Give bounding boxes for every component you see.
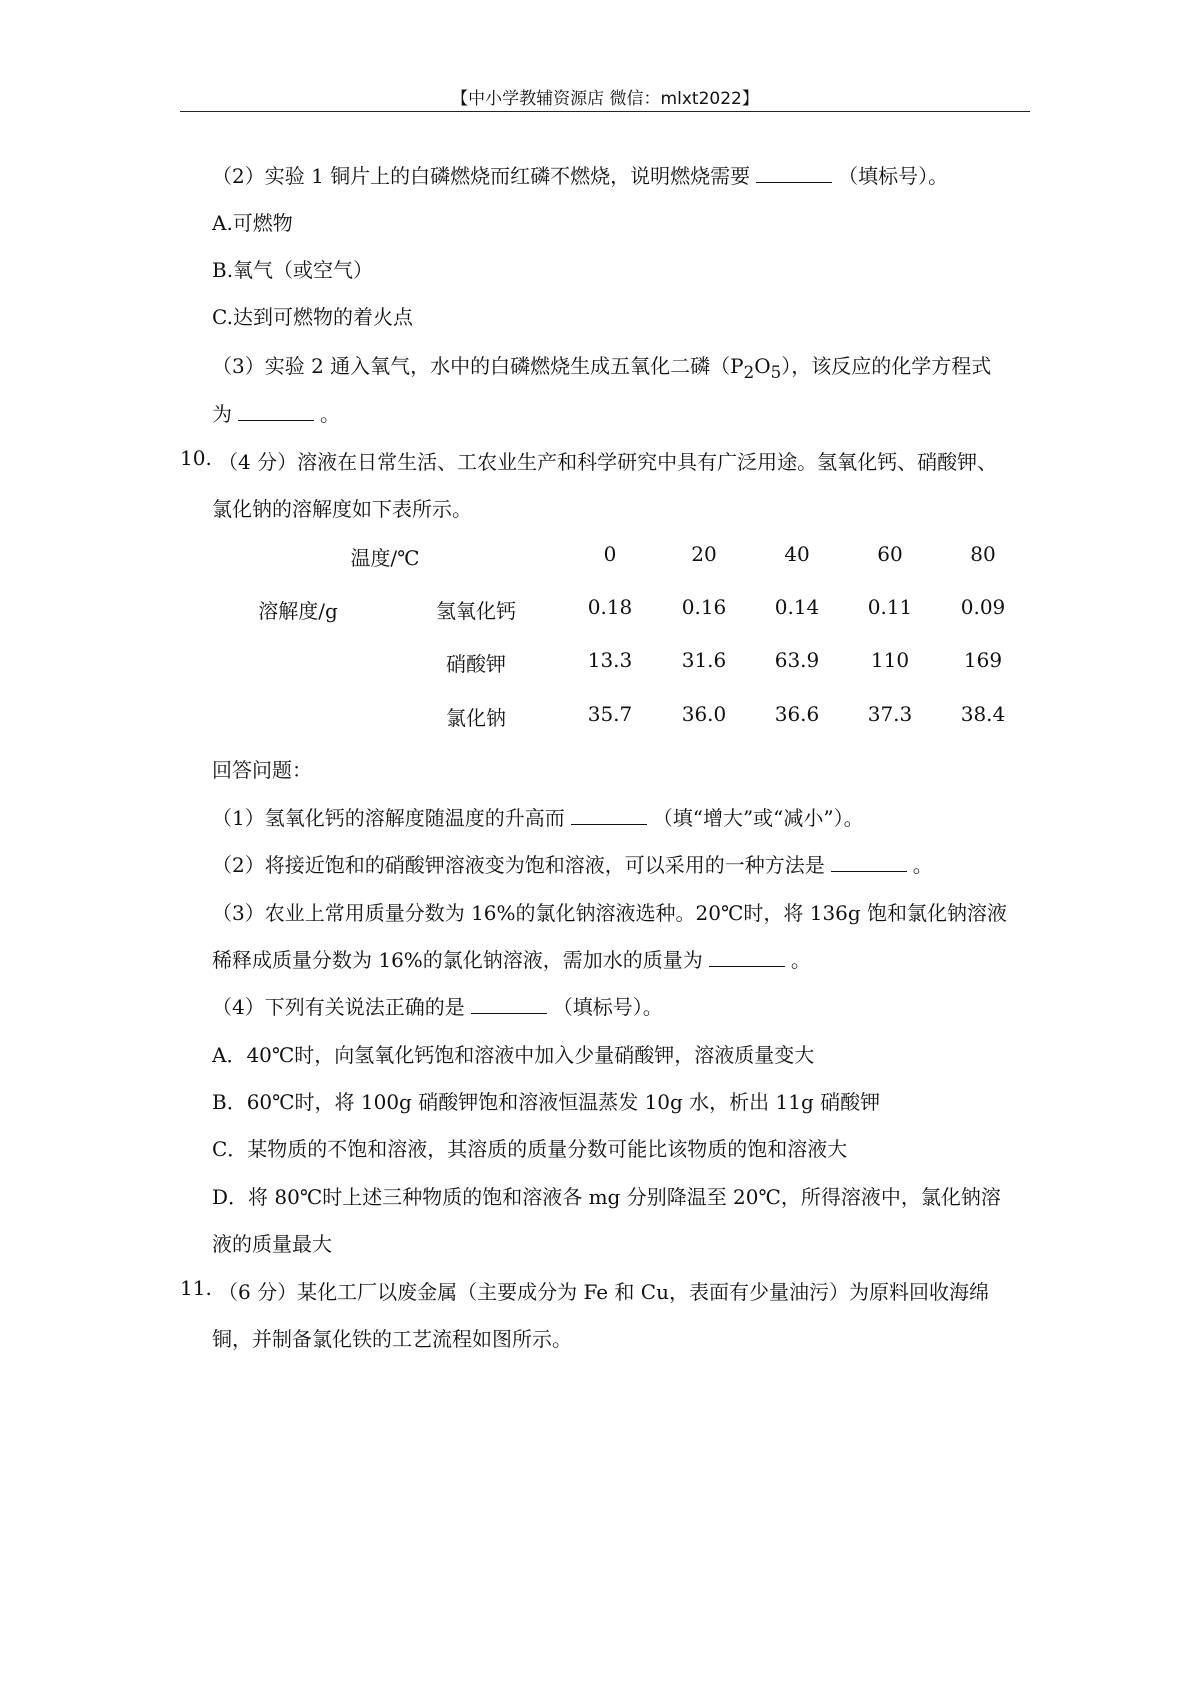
page-header: 【中小学教辅资源店 微信：mlxt2022】 xyxy=(451,89,759,109)
row-name: 氯化钠 xyxy=(446,706,506,730)
q9-option-c: C.达到可燃物的着火点 xyxy=(212,305,413,329)
q11-line2: 铜，并制备氯化铁的工艺流程如图所示。 xyxy=(212,1327,572,1351)
q10-part2-text: （2）将接近饱和的硝酸钾溶液变为饱和溶液，可以采用的一种方法是 xyxy=(212,853,825,877)
table-cell: 37.3 xyxy=(867,702,913,726)
table-cell: 36.6 xyxy=(774,702,820,726)
q10-part3-line2 xyxy=(212,944,811,973)
answer-blank[interactable] xyxy=(756,181,832,183)
temp-header: 40 xyxy=(784,542,810,566)
temp-header: 80 xyxy=(970,542,996,566)
formula-o: O xyxy=(754,354,771,378)
answer-blank[interactable] xyxy=(571,823,647,825)
answer-prompt: 回答问题： xyxy=(212,758,312,782)
subscript: 5 xyxy=(770,363,782,382)
q10-option-d-continued: 液的质量最大 xyxy=(212,1232,332,1256)
answer-blank[interactable] xyxy=(831,870,907,872)
q9-part3-line2 xyxy=(212,398,340,427)
q10-part4-text: （4）下列有关说法正确的是 xyxy=(212,995,465,1019)
table-cell: 63.9 xyxy=(774,648,820,672)
temp-label: 温度/℃ xyxy=(350,546,420,570)
q10-part4-suffix: （填标号）。 xyxy=(552,995,663,1019)
table-cell: 31.6 xyxy=(681,648,727,672)
q10-option-a: A．40℃时，向氢氧化钙饱和溶液中加入少量硝酸钾，溶液质量变大 xyxy=(212,1043,815,1067)
header-rule xyxy=(180,111,1030,112)
q9-option-a: A.可燃物 xyxy=(212,211,293,235)
row-name: 硝酸钾 xyxy=(446,652,506,676)
table-cell: 36.0 xyxy=(681,702,727,726)
table-cell: 169 xyxy=(963,648,1003,672)
q9-part3-text: （3）实验 2 通入氧气，水中的白磷燃烧生成五氧化二磷（P xyxy=(212,354,744,378)
q10-number: 10. xyxy=(180,446,212,470)
table-cell: 0.09 xyxy=(960,595,1006,619)
q10-intro-line2: 氯化钠的溶解度如下表所示。 xyxy=(212,497,472,521)
table-cell: 0.11 xyxy=(867,595,913,619)
row-name: 氢氧化钙 xyxy=(436,599,516,623)
table-cell: 0.14 xyxy=(774,595,820,619)
answer-blank[interactable] xyxy=(471,1012,547,1014)
q10-option-c: C．某物质的不饱和溶液，其溶质的质量分数可能比该物质的饱和溶液大 xyxy=(212,1137,848,1161)
answer-blank[interactable] xyxy=(709,965,785,967)
q10-part1-text: （1）氢氧化钙的溶解度随温度的升高而 xyxy=(212,806,565,830)
q10-part1-suffix: （填“增大”或“减小”）。 xyxy=(652,806,864,830)
q9-option-b: B.氧气（或空气） xyxy=(212,258,374,282)
q10-part2 xyxy=(212,849,933,878)
table-cell: 13.3 xyxy=(587,648,633,672)
q10-part2-suffix: 。 xyxy=(912,853,933,877)
q10-part3-text: 稀释成质量分数为 16%的氯化钠溶液，需加水的质量为 xyxy=(212,948,703,972)
q10-part3-suffix: 。 xyxy=(790,948,811,972)
q10-part3-line1: （3）农业上常用质量分数为 16%的氯化钠溶液选种。20℃时，将 136g 饱和氯化钠溶液 xyxy=(212,901,1008,925)
q9-part2-text: （2）实验 1 铜片上的白磷燃烧而红磷不燃烧，说明燃烧需要 xyxy=(212,164,751,188)
q9-part3-text-end: ），该反应的化学方程式 xyxy=(781,354,992,378)
temp-header: 0 xyxy=(603,542,617,566)
table-cell: 35.7 xyxy=(587,702,633,726)
q10-option-d: D．将 80℃时上述三种物质的饱和溶液各 mg 分别降温至 20℃，所得溶液中，氯化钠溶 xyxy=(212,1185,1001,1209)
temp-header: 60 xyxy=(877,542,903,566)
subscript: 2 xyxy=(743,363,755,382)
table-cell: 38.4 xyxy=(960,702,1006,726)
table-cell: 110 xyxy=(870,648,910,672)
solubility-label: 溶解度/g xyxy=(258,599,338,623)
table-cell: 0.18 xyxy=(587,595,633,619)
q9-part3-line1 xyxy=(212,350,991,382)
q9-part2-suffix: （填标号）。 xyxy=(838,164,949,188)
temp-header: 20 xyxy=(691,542,717,566)
q10-intro-line1: （4 分）溶液在日常生活、工农业生产和科学研究中具有广泛用途。氢氧化钙、硝酸钾、 xyxy=(218,450,998,474)
q10-part4 xyxy=(212,991,663,1020)
q10-part1 xyxy=(212,802,864,831)
q9-part2 xyxy=(212,160,948,189)
answer-blank[interactable] xyxy=(238,419,314,421)
q11-line1: （6 分）某化工厂以废金属（主要成分为 Fe 和 Cu，表面有少量油污）为原料回收海绵 xyxy=(218,1280,989,1304)
q9-part3-prefix: 为 xyxy=(212,402,232,426)
q11-number: 11. xyxy=(180,1276,212,1300)
table-cell: 0.16 xyxy=(681,595,727,619)
q10-option-b: B．60℃时，将 100g 硝酸钾饱和溶液恒温蒸发 10g 水，析出 11g 硝酸钾 xyxy=(212,1090,881,1114)
q9-part3-suffix: 。 xyxy=(320,402,340,426)
